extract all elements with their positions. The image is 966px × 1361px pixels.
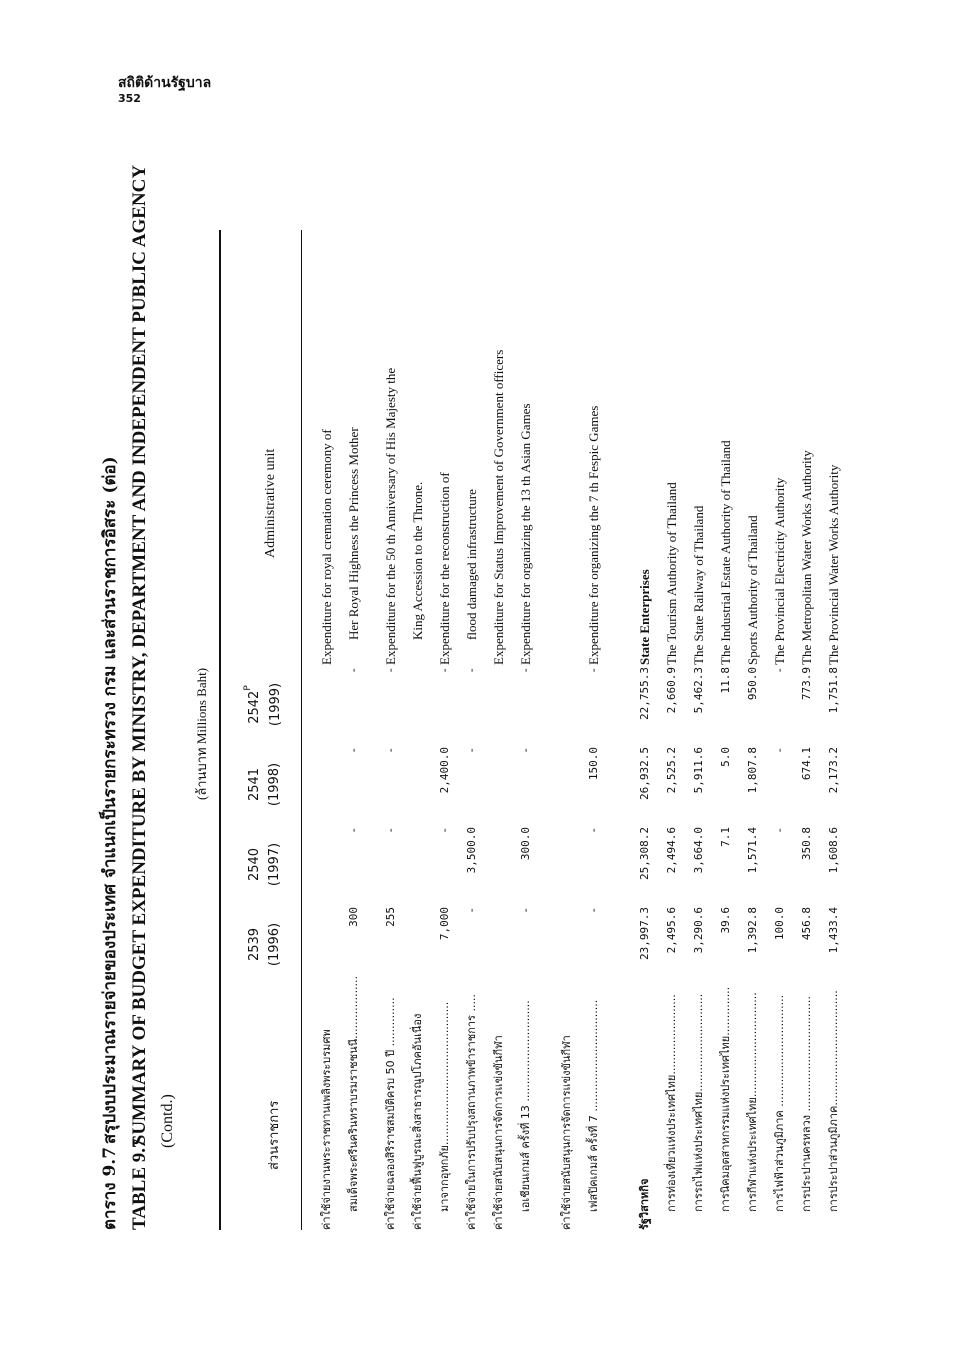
row-label-thai: รัฐวิสาหกิจ [638,1178,651,1230]
row-label-thai: ค่าใช้จ่ายฟื้นฟูบูรณะสิ่งสาธารณูปโภคอันเนื่อง [411,1013,424,1230]
row-label-thai: การท่องเที่ยวแห่งประเทศไทย....................... [665,994,678,1212]
table-row [739,230,766,1230]
cell-value: 456.8 [800,907,813,941]
section-title: สถิติด้านรัฐบาล [118,75,212,91]
cell-value: 3,664.0 [692,827,705,874]
table-row [820,230,847,1230]
unit-label: (ล้านบาท Millions Baht) [194,667,209,800]
cell-value: - [347,747,360,754]
table-row [631,230,658,1230]
cell-value: 1,392.8 [746,907,759,954]
cell-value: 5,462.3 [692,667,705,714]
cell-value: 2,400.0 [438,747,451,794]
cell-value: 950.0 [746,667,759,701]
cell-value: - [384,667,397,674]
table-row [685,230,712,1230]
row-label-thai: การประปาส่วนภูมิภาค................................. [827,990,840,1212]
cell-value: 100.0 [773,907,786,941]
row-label-en: The Industrial Estate Authority of Thailand [718,440,733,665]
cell-value: 1,751.8 [827,667,840,714]
table-row [485,230,512,1230]
cell-value: - [438,667,451,674]
row-label-en: flood damaged infrastructure [464,489,479,640]
row-label-thai: สมเด็จพระศรีนครินทราบรมราชชนนี.................. [347,975,360,1212]
cell-value: - [347,667,360,674]
cell-value: - [384,747,397,754]
title-thai-label: ตาราง 9.7 [100,1146,120,1230]
table-row [793,230,820,1230]
cell-value: 3,500.0 [465,827,478,874]
row-label-en: Her Royal Highness the Princess Mother [346,427,361,640]
column-header-1999: $2542^P$ (1999) [243,682,283,727]
table-title [95,165,181,1230]
cell-value: - [587,667,600,674]
cell-value: 255 [384,907,397,927]
table-row [431,230,458,1230]
cell-value: 150.0 [587,747,600,781]
row-label-thai: เฟสปิคเกมส์ ครั้งที่ 7 ................................ [587,999,600,1212]
row-label-en: The Metropolitan Water Works Authority [799,450,814,665]
row-label-en: Expenditure for Status Improvement of Government officers [491,349,506,665]
cell-value: - [773,827,786,834]
row-label-en: The State Railway of Thailand [691,505,706,665]
cell-value: 773.9 [800,667,813,701]
cell-value: 3,290.6 [692,907,705,954]
page-header [118,74,211,106]
row-label-thai: มาจากอุทกภัย......................................... [438,1001,451,1212]
table-row [553,230,580,1230]
title-thai-text: สรุปงบประมาณรายจ่ายของประเทศ จำแนกเป็นรายกระทรวง กรม และส่วนราชการอิสระ (ต่อ) [100,456,120,1145]
cell-value: 2,495.6 [665,907,678,954]
column-header-1996: 2539 (1996) [247,922,282,967]
table-row [766,230,793,1230]
table-row [580,230,607,1230]
row-label-en: The Tourism Authority of Thailand [664,482,679,665]
row-label-en: Expenditure for organizing the 13 th Asian Games [518,403,533,665]
table-row [512,230,539,1230]
row-label-en: Expenditure for the reconstruction of [437,472,452,665]
column-header-1998: 2541 (1998) [247,762,282,807]
cell-value: - [384,827,397,834]
cell-value: 2,173.2 [827,747,840,794]
cell-value: 22,755.3 [638,667,651,720]
row-label-thai: การไฟฟ้าส่วนภูมิภาค ................................ [773,994,786,1212]
cell-value: - [773,747,786,754]
cell-value: - [773,667,786,674]
row-label-en: Expenditure for royal cremation ceremony of [319,429,334,665]
cell-value: 1,571.4 [746,827,759,874]
cell-value: 1,433.4 [827,907,840,954]
preliminary-marker: P [243,685,253,691]
cell-value: 11.8 [719,667,732,694]
table-row [404,230,431,1230]
cell-value: - [587,907,600,914]
cell-value: - [347,827,360,834]
row-label-thai: เอเชียนเกมส์ ครั้งที่ 13 ............................. [519,1000,532,1212]
cell-value: 1,608.6 [827,827,840,874]
table-row [458,230,485,1230]
table-row [712,230,739,1230]
row-label-thai: ค่าใช้จ่ายสนับสนุนการจัดการแข่งขันกีฬา [492,1035,505,1230]
cell-value: - [519,907,532,914]
cell-value: 23,997.3 [638,907,651,960]
cell-value: 300.0 [519,827,532,861]
cell-value: 300 [347,907,360,927]
table-row [658,230,685,1230]
page-number: 352 [118,92,141,105]
cell-value: - [519,667,532,674]
cell-value: 39.6 [719,907,732,934]
cell-value: - [438,827,451,834]
table-row [313,230,340,1230]
row-label-en: Expenditure for the 50 th Anniversary of His Majesty the [383,367,398,665]
row-label-thai: ค่าใช้จ่ายงานพระราชทานเพลิงพระบรมศพ [320,1029,333,1230]
row-label-en: Sports Authority of Thailand [745,515,760,665]
cell-value: 2,525.2 [665,747,678,794]
cell-value: 7,000 [438,907,451,941]
cell-value: 350.8 [800,827,813,861]
row-label-en: King Accession to the Throne. [410,481,425,640]
cell-value: 2,660.9 [665,667,678,714]
cell-value: 5.0 [719,747,732,767]
row-label-en: The Provincial Water Works Authority [826,464,841,665]
row-label-en: The Provincial Electricity Authority [772,477,787,665]
row-label-en: Expenditure for organizing the 7 th Fespic Games [586,405,601,665]
row-label-thai: การประปานครหลวง ................................. [800,996,813,1212]
cell-value: 1,807.8 [746,747,759,794]
cell-value: 5,911.6 [692,747,705,794]
column-header-1997: 2540 (1997) [247,842,282,887]
cell-value: - [465,747,478,754]
row-label-thai: ค่าใช้จ่ายในการปรับปรุงสถานภาพข้าราชการ ..... [465,994,478,1230]
row-label-thai: การนิคมอุตสาหกรรมแห่งประเทศไทย.............. [719,986,732,1212]
cell-value: 7.1 [719,827,732,847]
row-label-thai: ค่าใช้จ่ายสนับสนุนการจัดการแข่งขันกีฬา [560,1035,573,1230]
row-label-en: State Enterprises [637,569,652,665]
column-header-thai: ส่วนราชการ [267,1100,282,1170]
cell-value: - [519,747,532,754]
header-rule [301,230,302,1230]
row-label-thai: การรถไฟแห่งประเทศไทย............................ [692,993,705,1212]
cell-value: - [465,907,478,914]
cell-value: 25,308.2 [638,827,651,880]
cell-value: 674.1 [800,747,813,781]
table-row [377,230,404,1230]
cell-value: - [465,667,478,674]
cell-value: - [587,827,600,834]
rotated-table-page [95,130,895,1230]
cell-value: 2,494.6 [665,827,678,874]
title-en-text: SUMMARY OF BUDGET EXPENDITURE BY MINISTRY, DEPARTMENT AND INDEPENDENT PUBLIC AGENCY [129,164,150,1146]
row-label-thai: ค่าใช้จ่ายฉลองสิริราชสมบัติครบ 50 ปี .............. [384,997,397,1230]
title-en-label: TABLE 9.7 [129,1138,150,1230]
row-label-thai: การกีฬาแห่งประเทศไทย.............................. [746,992,759,1212]
top-rule [219,230,221,1230]
title-contd: (Contd.) [159,1094,176,1148]
table-row [340,230,367,1230]
cell-value: 26,932.5 [638,747,651,800]
column-header-en: Administrative unit [263,448,278,558]
